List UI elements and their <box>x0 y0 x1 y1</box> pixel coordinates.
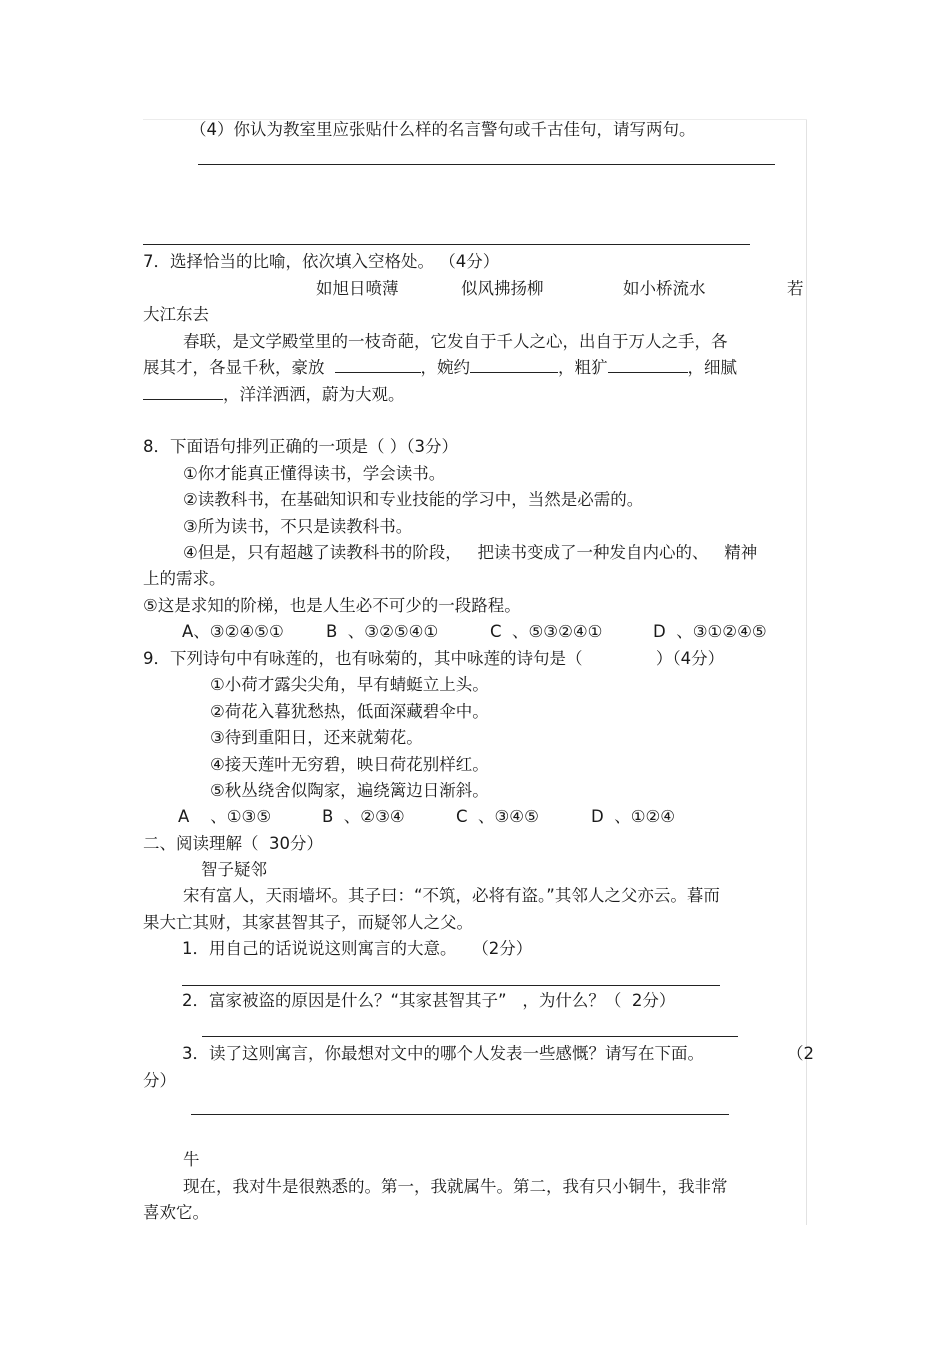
q9-item-5: ⑤秋丛绕舍似陶家，遍绕篱边日渐斜。 <box>210 781 489 800</box>
q7-blank-4[interactable] <box>143 385 223 400</box>
q9-item-2: ②荷花入暮犹愁热，低面深藏碧伞中。 <box>210 702 489 721</box>
q9-choice-d[interactable]: D 、①②④ <box>591 807 676 826</box>
q9-title: 9．下列诗句中有咏莲的，也有咏菊的，其中咏莲的诗句是（ ）（4分） <box>143 649 725 668</box>
reading2-title: 牛 <box>183 1150 200 1169</box>
section2-question-1: 1．用自己的话说说这则寓言的大意。 （2分） <box>182 939 533 958</box>
q7-text-d: ，细腻 <box>687 358 737 377</box>
q8-choice-d[interactable]: D 、③①②④⑤ <box>653 622 767 641</box>
q8-choice-c[interactable]: C 、⑤③②④① <box>490 622 603 641</box>
q8-item-5: ⑤这是求知的阶梯，也是人生必不可少的一段路程。 <box>143 596 521 615</box>
story-title: 智子疑邻 <box>201 860 267 879</box>
q7-option-4-end: 大江东去 <box>143 305 209 324</box>
section2-q3-score-start: （2 <box>787 1044 814 1063</box>
q8-item-3: ③所为读书，不只是读教科书。 <box>183 517 413 536</box>
story-line-1: 宋有富人，天雨墙坏。其子曰：“不筑，必将有盗。”其邻人之父亦云。暮而 <box>183 886 720 905</box>
q7-para-line-1: 春联，是文学殿堂里的一枝奇葩，它发自于千人之心，出自于万人之手，各 <box>183 332 728 351</box>
q9-item-3: ③待到重阳日，还来就菊花。 <box>210 728 423 747</box>
q8-item-1: ①你才能真正懂得读书，学会读书。 <box>183 464 446 483</box>
q7-blank-2[interactable] <box>470 358 558 373</box>
section2-title: 二、阅读理解（ 30分） <box>143 834 323 853</box>
section2-q2-answer-line[interactable] <box>202 1036 738 1037</box>
story-line-2: 果大亡其财，其家甚智其子，而疑邻人之父。 <box>143 913 473 932</box>
q6-4-answer-line-2[interactable] <box>143 244 750 245</box>
q7-title: 7．选择恰当的比喻，依次填入空格处。 （4分） <box>143 252 500 271</box>
reading2-line-2: 喜欢它。 <box>143 1203 209 1222</box>
q7-option-3: 如小桥流水 <box>623 279 706 298</box>
section2-question-2: 2．富家被盗的原因是什么？“其家甚智其子” ，为什么？（ 2分） <box>182 991 676 1010</box>
q7-para-line-3 <box>143 385 405 405</box>
q9-choice-a[interactable]: A 、①③⑤ <box>178 807 272 826</box>
q7-text-a: 展其才，各显千秋，豪放 <box>143 358 325 377</box>
q8-item-4-cont: 上的需求。 <box>143 569 226 588</box>
q7-text-c: ，粗犷 <box>558 358 608 377</box>
q8-choice-a[interactable]: A、③②④⑤① <box>182 622 284 641</box>
reading2-line-1: 现在，我对牛是很熟悉的。第一，我就属牛。第二，我有只小铜牛，我非常 <box>183 1177 728 1196</box>
q8-item-2: ②读教科书，在基础知识和专业技能的学习中，当然是必需的。 <box>183 490 644 509</box>
section2-q3-score-end: 分） <box>143 1071 176 1090</box>
q7-blank-3[interactable] <box>608 358 688 373</box>
q9-choice-c[interactable]: C 、③④⑤ <box>456 807 539 826</box>
q7-option-2: 似风拂扬柳 <box>461 279 544 298</box>
q7-para-line-2 <box>143 358 737 378</box>
section2-question-3: 3．读了这则寓言，你最想对文中的哪个人发表一些感慨？请写在下面。 <box>182 1044 704 1063</box>
q9-item-1: ①小荷才露尖尖角，早有蜻蜓立上头。 <box>210 675 489 694</box>
q7-blank-1[interactable] <box>335 358 421 373</box>
q7-option-4-start: 若 <box>787 279 804 298</box>
section2-q3-answer-line[interactable] <box>191 1114 729 1115</box>
q7-option-1: 如旭日喷薄 <box>316 279 399 298</box>
q6-4-prompt: （4）你认为教室里应张贴什么样的名言警句或千古佳句，请写两句。 <box>190 120 696 139</box>
q8-choice-b[interactable]: B 、③②⑤④① <box>326 622 439 641</box>
q8-title: 8．下面语句排列正确的一项是（ ）（3分） <box>143 437 458 456</box>
q9-item-4: ④接天莲叶无穷碧，映日荷花别样红。 <box>210 755 489 774</box>
q7-text-b: ，婉约 <box>420 358 470 377</box>
q8-item-4: ④但是，只有超越了读教科书的阶段， 把读书变成了一种发自内心的、 精神 <box>183 543 758 562</box>
q9-choice-b[interactable]: B 、②③④ <box>322 807 405 826</box>
q6-4-answer-line-1[interactable] <box>198 164 775 165</box>
section2-q1-answer-line[interactable] <box>182 985 720 986</box>
q7-text-e: ，洋洋洒洒，蔚为大观。 <box>223 385 405 404</box>
